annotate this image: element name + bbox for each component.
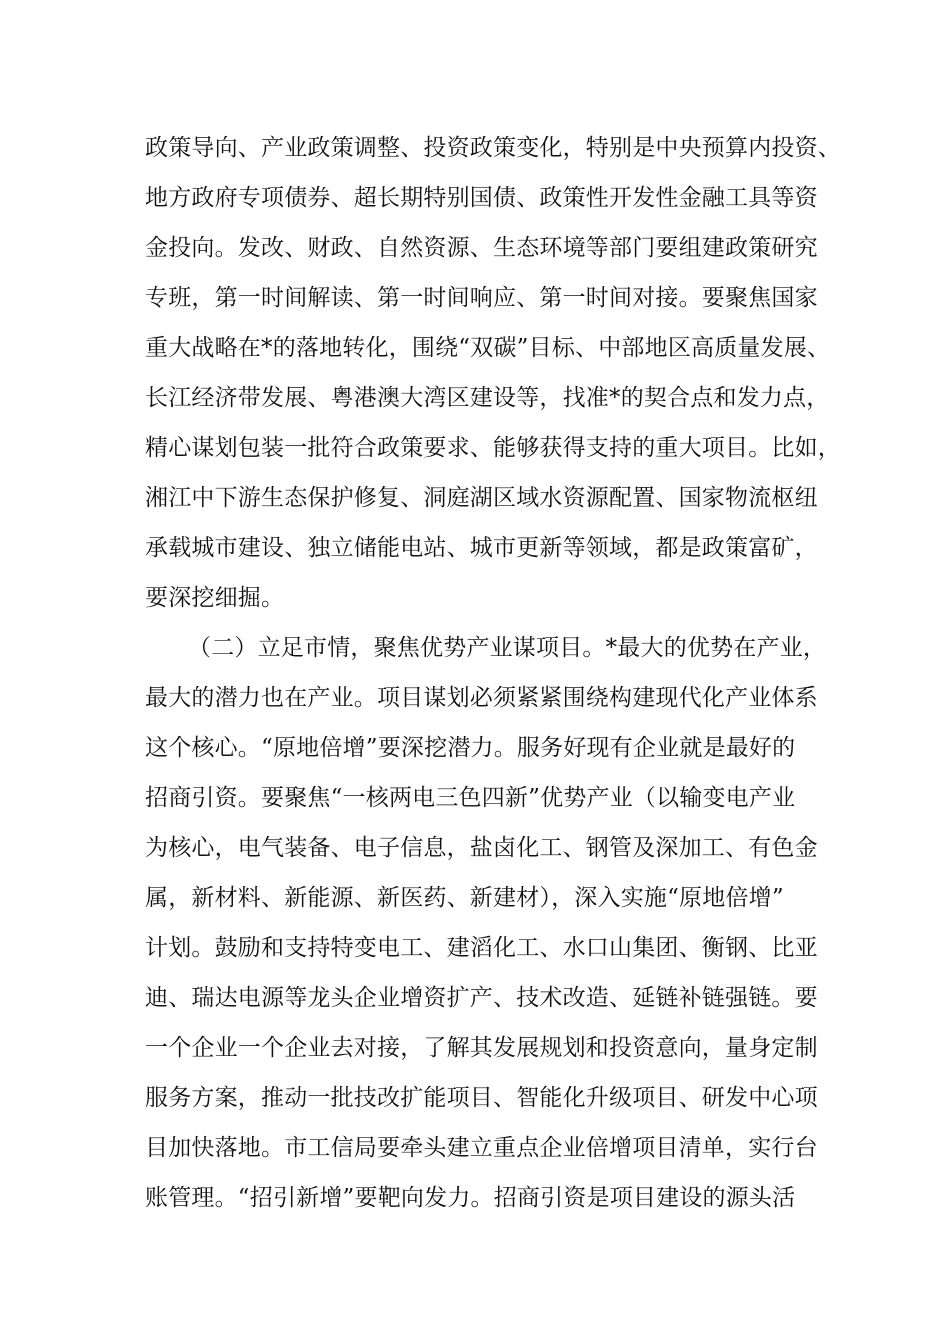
text-line: 招商引资。要聚焦“一核两电三色四新”优势产业（以输变电产业 [145,785,796,811]
text-line: 湘江中下游生态保护修复、洞庭湖区域水资源配置、国家物流枢纽 [145,485,818,511]
text-line: 一个企业一个企业去对接，了解其发展规划和投资意向，量身定制 [145,1035,818,1061]
section-heading-line: （二）立足市情，聚焦优势产业谋项目。*最大的优势在产业， [188,635,827,661]
text-line: 计划。鼓励和支持特变电工、建滔化工、水口山集团、衡钢、比亚 [145,935,818,961]
text-line: 服务方案，推动一批技改扩能项目、智能化升级项目、研发中心项 [145,1085,818,1111]
text-line: 这个核心。“原地倍增”要深挖潜力。服务好现有企业就是最好的 [145,735,796,761]
text-line: 专班，第一时间解读、第一时间响应、第一时间对接。要聚焦国家 [145,285,818,311]
text-line: 精心谋划包装一批符合政策要求、能够获得支持的重大项目。比如， [145,435,841,461]
text-line: 属，新材料、新能源、新医药、新建材），深入实施“原地倍增” [145,885,784,911]
text-line: 为核心，电气装备、电子信息，盐卤化工、钢管及深加工、有色金 [145,835,818,861]
text-line: 政策导向、产业政策调整、投资政策变化，特别是中央预算内投资、 [145,135,841,161]
text-line: 最大的潜力也在产业。项目谋划必须紧紧围绕构建现代化产业体系 [145,685,818,711]
text-line: 承载城市建设、独立储能电站、城市更新等领域，都是政策富矿， [145,535,818,561]
text-line: 账管理。“招引新增”要靶向发力。招商引资是项目建设的源头活 [145,1185,796,1211]
text-line: 要深挖细掘。 [145,585,285,611]
text-line: 目加快落地。市工信局要牵头建立重点企业倍增项目清单，实行台 [145,1135,818,1161]
text-line: 金投向。发改、财政、自然资源、生态环境等部门要组建政策研究 [145,235,818,261]
text-line: 迪、瑞达电源等龙头企业增资扩产、技术改造、延链补链强链。要 [145,985,818,1011]
text-line: 地方政府专项债券、超长期特别国债、政策性开发性金融工具等资 [145,185,818,211]
text-line: 长江经济带发展、粤港澳大湾区建设等，找准*的契合点和发力点， [145,385,830,411]
text-line: 重大战略在*的落地转化，围绕“双碳”目标、中部地区高质量发展、 [145,335,831,361]
